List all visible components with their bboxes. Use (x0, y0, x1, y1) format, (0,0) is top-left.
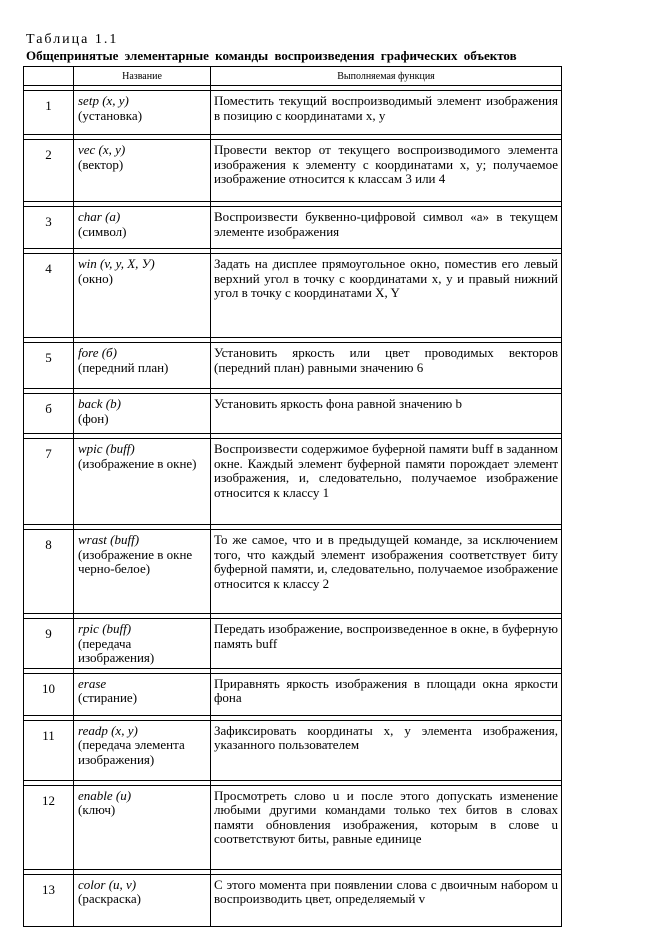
command-description: (стирание) (78, 690, 138, 705)
command-name-cell (74, 439, 211, 525)
command-description: (символ) (78, 223, 127, 239)
command-name: vec (x, y) (78, 142, 126, 157)
header-name: Название (74, 67, 211, 86)
table-body (24, 86, 562, 927)
row-number: 5 (24, 343, 74, 389)
table-row (24, 343, 562, 389)
row-number: 7 (24, 439, 74, 525)
command-name-cell (74, 394, 211, 434)
command-description: (передний план) (78, 359, 169, 375)
row-number: 2 (24, 140, 74, 202)
table-row (24, 394, 562, 434)
command-name: win (v, y, X, У) (78, 256, 155, 271)
command-name-cell (74, 343, 211, 389)
command-name: erase (78, 675, 107, 691)
command-name-cell (74, 530, 211, 614)
command-name-cell (74, 619, 211, 669)
command-function: Воспроизвести содержимое буферной памяти buff в заданном окне. Каждый элемент буферной памяти порождает элемент изображения, и, следовательно, получаемое изображение относится к классу 1 (211, 439, 562, 525)
table-row (24, 439, 562, 525)
command-description: (вектор) (78, 156, 124, 172)
row-number: 9 (24, 619, 74, 669)
command-function: Провести вектор от текущего воспроизводимого элемента изображения к элементу с координатами x, y; получаемое изображение относится к классам 3 или 4 (211, 140, 562, 202)
row-number: 10 (24, 673, 74, 715)
row-number: 4 (24, 254, 74, 338)
command-description: (изображение в окне черно-белое) (78, 546, 193, 576)
commands-table (23, 66, 562, 927)
command-name: wpic (buff) (78, 441, 135, 456)
table-row (24, 254, 562, 338)
command-name-cell (74, 874, 211, 926)
command-function: Поместить текущий воспроизводимый элемент изображения в позицию с координатами x, y (211, 91, 562, 135)
command-description: (изображение в окне) (78, 455, 197, 471)
command-name: setp (x, y) (78, 93, 129, 108)
table-row (24, 140, 562, 202)
command-name-cell (74, 140, 211, 202)
table-row (24, 785, 562, 869)
command-description: (передача элемента изображения) (78, 737, 185, 767)
command-name-cell (74, 785, 211, 869)
command-name-cell (74, 673, 211, 715)
row-number: 1 (24, 91, 74, 135)
command-function: Установить яркость фона равной значению b (211, 394, 562, 434)
command-description: (ключ) (78, 802, 116, 817)
command-name: back (b) (78, 396, 121, 411)
command-function: Зафиксировать координаты x, y элемента изображения, указанного пользователем (211, 720, 562, 780)
header-num (24, 67, 74, 86)
command-name-cell (74, 254, 211, 338)
command-function: Воспроизвести буквенно-цифровой символ «а» в текущем элементе изображения (211, 207, 562, 249)
command-name: readp (x, y) (78, 722, 138, 738)
table-row (24, 530, 562, 614)
table-header-row (24, 67, 562, 86)
command-function: То же самое, что и в предыдущей команде, за исключением того, что каждый элемент изображения соответствует биту буферной памяти, и, следовательно, получаемое изображение относится к классу 2 (211, 530, 562, 614)
table-row (24, 673, 562, 715)
command-name: color (u, v) (78, 876, 137, 892)
row-number: 3 (24, 207, 74, 249)
command-description: (фон) (78, 410, 109, 426)
command-name: rpic (buff) (78, 621, 132, 636)
command-function: Установить яркость или цвет проводимых векторов (передний план) равными значению 6 (211, 343, 562, 389)
command-name-cell (74, 91, 211, 135)
command-function: Просмотреть слово u и после этого допускать изменение любыми другими командами только тех битов в словах памяти обновления изображения, которым в слове u соответствуют биты, равные единице (211, 785, 562, 869)
command-description: (передача изображения) (78, 635, 155, 665)
command-name: enable (u) (78, 787, 132, 803)
command-description: (установка) (78, 107, 143, 123)
header-function: Выполняемая функция (211, 67, 562, 86)
command-name: wrast (buff) (78, 532, 140, 547)
table-row (24, 91, 562, 135)
command-function: Задать на дисплее прямоугольное окно, поместив его левый верхний угол в точку с координатами x, y и правый нижний угол в точку с координатами X, Y (211, 254, 562, 338)
command-function: С этого момента при появлении слова с двоичным набором u воспроизводить цвет, определяемый v (211, 874, 562, 926)
command-function: Приравнять яркость изображения в площади окна яркости фона (211, 673, 562, 715)
command-function: Передать изображение, воспроизведенное в окне, в буферную память buff (211, 619, 562, 669)
row-number: 13 (24, 874, 74, 926)
row-number: 11 (24, 720, 74, 780)
command-name-cell (74, 720, 211, 780)
table-caption: Таблица 1.1 (26, 32, 119, 47)
row-number: 8 (24, 530, 74, 614)
table-row (24, 619, 562, 669)
table-title: Общепринятые элементарные команды воспроизведения графических объектов (26, 48, 517, 63)
table-row (24, 874, 562, 926)
command-name: fore (б) (78, 345, 117, 360)
command-name: char (a) (78, 209, 121, 224)
row-number: б (24, 394, 74, 434)
table-row (24, 720, 562, 780)
table-row (24, 207, 562, 249)
command-description: (окно) (78, 270, 113, 286)
row-number: 12 (24, 785, 74, 869)
command-name-cell (74, 207, 211, 249)
command-description: (раскраска) (78, 891, 141, 906)
